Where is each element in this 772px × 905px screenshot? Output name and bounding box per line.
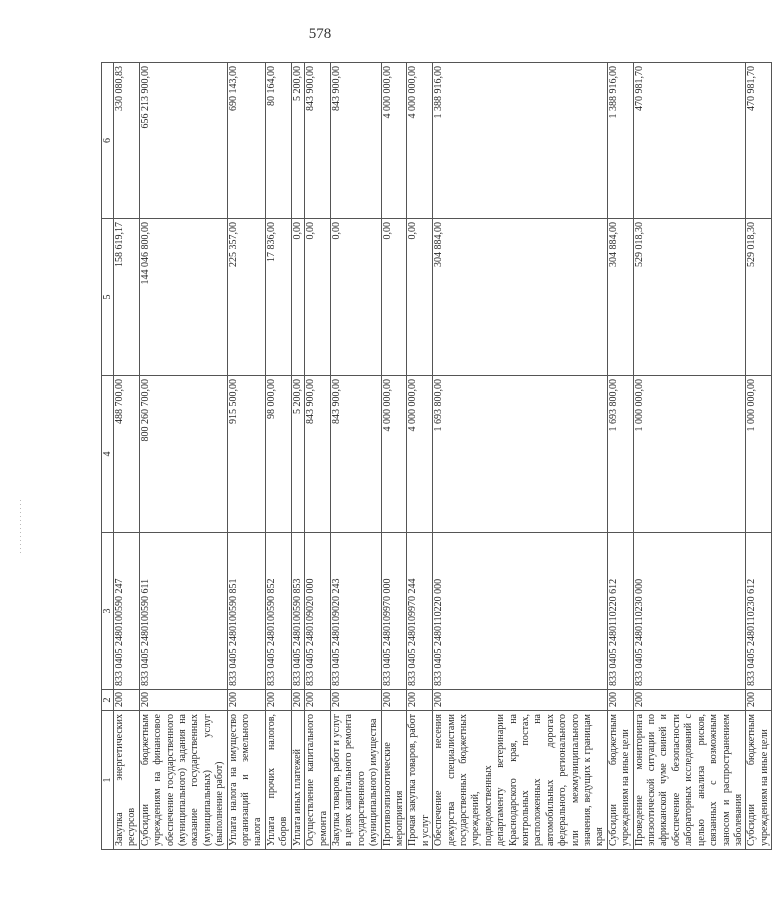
cell-name: Уплата прочих налогов, сборов	[265, 711, 291, 850]
cell-approved-amount: 1 693 800,00	[433, 376, 608, 533]
table-row	[746, 63, 772, 850]
scan-edge-mark	[20, 500, 21, 556]
cell-classification-code: 833 0405 2480109970 244	[407, 533, 433, 690]
table-row	[139, 63, 227, 850]
cell-name: Субсидии бюджетным учреждениям на иные цели	[746, 711, 772, 850]
table-row	[114, 63, 140, 850]
cell-approved-amount: 1 000 000,00	[633, 376, 746, 533]
cell-name: Уплата налога на имущество организаций и земельного налога	[227, 711, 265, 850]
cell-executed-amount: 0,00	[381, 219, 407, 376]
cell-name: Субсидии бюджетным учреждениям на иные цели	[607, 711, 633, 850]
cell-classification-code: 833 0405 2480109970 000	[381, 533, 407, 690]
rotated-table-container	[101, 63, 770, 850]
cell-name: Уплата иных платежей	[291, 711, 304, 850]
cell-classification-code: 833 0405 2480100590 611	[139, 533, 227, 690]
cell-expense-type: 200	[114, 690, 140, 711]
cell-classification-code: 833 0405 2480100590 853	[291, 533, 304, 690]
cell-expense-type: 200	[407, 690, 433, 711]
cell-executed-amount: 158 619,17	[114, 219, 140, 376]
header-cell: 2	[102, 690, 114, 711]
cell-name: Обеспечение несения дежурства специалистами государственных бюджетных учреждений, подведомственных департаменту ветеринарии Краснодарского края, на контрольных постах, расположенных на автомобильных дорогах федерального, регионального или межмуниципального значения, ведущих к границам края	[433, 711, 608, 850]
cell-classification-code: 833 0405 2480109020 000	[305, 533, 331, 690]
table-row	[433, 63, 608, 850]
cell-executed-amount: 225 357,00	[227, 219, 265, 376]
cell-approved-amount: 4 000 000,00	[407, 376, 433, 533]
cell-approved-amount: 1 693 800,00	[607, 376, 633, 533]
cell-executed-amount: 0,00	[330, 219, 381, 376]
cell-approved-amount: 488 700,00	[114, 376, 140, 533]
table-row	[607, 63, 633, 850]
cell-remaining-amount: 470 981,70	[746, 63, 772, 219]
table-row	[265, 63, 291, 850]
table-row	[305, 63, 331, 850]
header-cell: 6	[102, 63, 114, 219]
table-row	[407, 63, 433, 850]
cell-expense-type: 200	[265, 690, 291, 711]
cell-classification-code: 833 0405 2480110220 000	[433, 533, 608, 690]
cell-expense-type: 200	[633, 690, 746, 711]
table-row	[633, 63, 746, 850]
cell-name: Закупка энергетических ресурсов	[114, 711, 140, 850]
cell-classification-code: 833 0405 2480100590 851	[227, 533, 265, 690]
header-cell: 5	[102, 219, 114, 376]
cell-executed-amount: 529 018,30	[633, 219, 746, 376]
header-cell: 1	[102, 711, 114, 850]
cell-approved-amount: 915 500,00	[227, 376, 265, 533]
cell-name: Проведение мониторинга эпизоотической ситуации по африканской чуме свиней и обеспечение безопасности лабораторных исследований с целью анализа рисков, связанных с возможным заносом и распространением заболевания	[633, 711, 746, 850]
cell-expense-type: 200	[139, 690, 227, 711]
cell-remaining-amount: 80 164,00	[265, 63, 291, 219]
table-header-row	[102, 63, 114, 850]
header-cell: 3	[102, 533, 114, 690]
table-row	[227, 63, 265, 850]
cell-executed-amount: 0,00	[305, 219, 331, 376]
cell-expense-type: 200	[305, 690, 331, 711]
table-row	[381, 63, 407, 850]
cell-remaining-amount: 843 900,00	[330, 63, 381, 219]
header-cell: 4	[102, 376, 114, 533]
cell-name: Осуществление капитального ремонта	[305, 711, 331, 850]
cell-classification-code: 833 0405 2480109020 243	[330, 533, 381, 690]
page-number: 578	[308, 26, 332, 42]
budget-table	[101, 62, 772, 850]
cell-classification-code: 833 0405 2480100590 247	[114, 533, 140, 690]
cell-remaining-amount: 656 213 900,00	[139, 63, 227, 219]
cell-name: Субсидии бюджетным учреждениям на финансовое обеспечение государственного (муниципального) задания на оказание государственных (муниципальных) услуг (выполнение работ)	[139, 711, 227, 850]
cell-approved-amount: 5 200,00	[291, 376, 304, 533]
cell-approved-amount: 4 000 000,00	[381, 376, 407, 533]
table-row	[330, 63, 381, 850]
cell-remaining-amount: 330 080,83	[114, 63, 140, 219]
cell-executed-amount: 304 884,00	[607, 219, 633, 376]
table-body	[114, 63, 772, 850]
cell-classification-code: 833 0405 2480100590 852	[265, 533, 291, 690]
cell-expense-type: 200	[330, 690, 381, 711]
cell-remaining-amount: 470 981,70	[633, 63, 746, 219]
cell-expense-type: 200	[381, 690, 407, 711]
cell-expense-type: 200	[607, 690, 633, 711]
cell-executed-amount: 0,00	[407, 219, 433, 376]
cell-name: Прочая закупка товаров, работ и услуг	[407, 711, 433, 850]
cell-approved-amount: 843 900,00	[305, 376, 331, 533]
cell-approved-amount: 1 000 000,00	[746, 376, 772, 533]
cell-approved-amount: 98 000,00	[265, 376, 291, 533]
cell-remaining-amount: 1 388 916,00	[607, 63, 633, 219]
cell-executed-amount: 304 884,00	[433, 219, 608, 376]
cell-executed-amount: 144 046 800,00	[139, 219, 227, 376]
cell-classification-code: 833 0405 2480110230 000	[633, 533, 746, 690]
cell-classification-code: 833 0405 2480110220 612	[607, 533, 633, 690]
cell-remaining-amount: 4 000 000,00	[407, 63, 433, 219]
table-row	[291, 63, 304, 850]
cell-expense-type: 200	[746, 690, 772, 711]
cell-remaining-amount: 1 388 916,00	[433, 63, 608, 219]
cell-remaining-amount: 843 900,00	[305, 63, 331, 219]
cell-remaining-amount: 690 143,00	[227, 63, 265, 219]
cell-executed-amount: 17 836,00	[265, 219, 291, 376]
cell-remaining-amount: 4 000 000,00	[381, 63, 407, 219]
cell-approved-amount: 800 260 700,00	[139, 376, 227, 533]
cell-expense-type: 200	[433, 690, 608, 711]
cell-executed-amount: 0,00	[291, 219, 304, 376]
cell-classification-code: 833 0405 2480110230 612	[746, 533, 772, 690]
cell-expense-type: 200	[291, 690, 304, 711]
cell-approved-amount: 843 900,00	[330, 376, 381, 533]
cell-expense-type: 200	[227, 690, 265, 711]
cell-name: Закупка товаров, работ и услуг в целях капитального ремонта государственного (муниципального) имущества	[330, 711, 381, 850]
cell-remaining-amount: 5 200,00	[291, 63, 304, 219]
cell-executed-amount: 529 018,30	[746, 219, 772, 376]
cell-name: Противоэпизоотические мероприятия	[381, 711, 407, 850]
